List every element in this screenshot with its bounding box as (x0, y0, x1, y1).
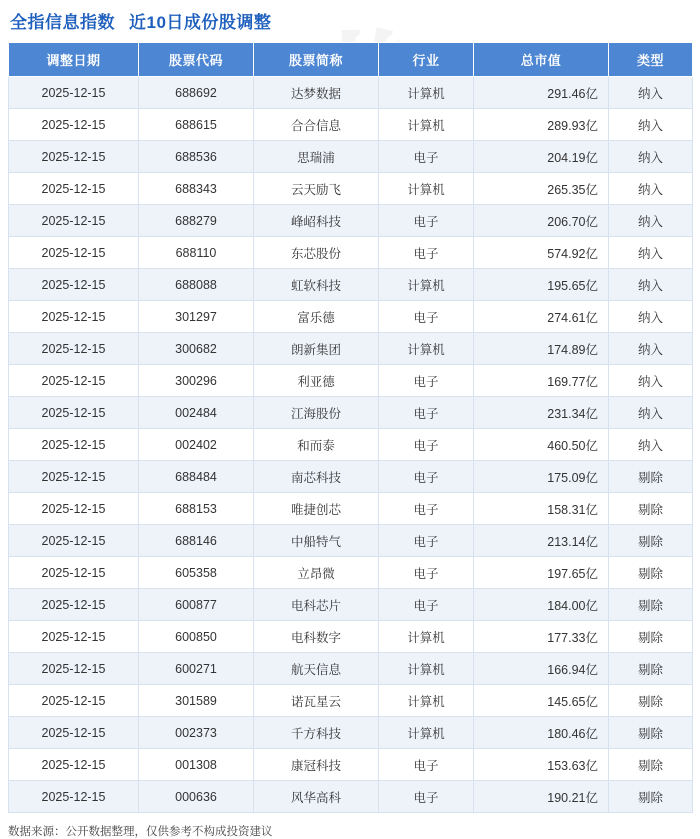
cell-code: 688536 (139, 141, 254, 173)
cell-industry: 电子 (379, 205, 474, 237)
cell-marketcap: 180.46亿 (474, 717, 609, 749)
cell-date: 2025-12-15 (9, 205, 139, 237)
page-title (0, 0, 700, 42)
table-row (9, 365, 693, 397)
cell-marketcap: 231.34亿 (474, 397, 609, 429)
cell-code: 688153 (139, 493, 254, 525)
cell-date: 2025-12-15 (9, 141, 139, 173)
cell-marketcap: 291.46亿 (474, 77, 609, 109)
cell-date: 2025-12-15 (9, 493, 139, 525)
cell-date: 2025-12-15 (9, 557, 139, 589)
cell-date: 2025-12-15 (9, 429, 139, 461)
cell-date: 2025-12-15 (9, 397, 139, 429)
table-row (9, 685, 693, 717)
cell-name: 千方科技 (254, 717, 379, 749)
cell-name: 利亚德 (254, 365, 379, 397)
cell-industry: 电子 (379, 781, 474, 813)
cell-industry: 计算机 (379, 333, 474, 365)
cell-type: 剔除 (609, 461, 693, 493)
cell-code: 605358 (139, 557, 254, 589)
cell-name: 航天信息 (254, 653, 379, 685)
cell-industry: 电子 (379, 429, 474, 461)
table-row (9, 429, 693, 461)
cell-marketcap: 175.09亿 (474, 461, 609, 493)
cell-industry: 电子 (379, 461, 474, 493)
cell-type: 纳入 (609, 365, 693, 397)
cell-name: 峰岹科技 (254, 205, 379, 237)
table-row (9, 493, 693, 525)
cell-name: 合合信息 (254, 109, 379, 141)
cell-type: 剔除 (609, 621, 693, 653)
cell-type: 纳入 (609, 141, 693, 173)
cell-name: 康冠科技 (254, 749, 379, 781)
cell-industry: 电子 (379, 397, 474, 429)
cell-marketcap: 153.63亿 (474, 749, 609, 781)
table-body (9, 77, 693, 813)
index-name: 全指信息指数 (10, 13, 115, 32)
cell-type: 剔除 (609, 749, 693, 781)
cell-marketcap: 195.65亿 (474, 269, 609, 301)
cell-date: 2025-12-15 (9, 589, 139, 621)
cell-date: 2025-12-15 (9, 333, 139, 365)
cell-type: 纳入 (609, 397, 693, 429)
cell-marketcap: 177.33亿 (474, 621, 609, 653)
cell-type: 剔除 (609, 557, 693, 589)
cell-industry: 电子 (379, 237, 474, 269)
cell-industry: 计算机 (379, 621, 474, 653)
column-header-date: 调整日期 (9, 43, 139, 77)
cell-code: 002484 (139, 397, 254, 429)
cell-code: 600271 (139, 653, 254, 685)
column-header-type: 类型 (609, 43, 693, 77)
cell-date: 2025-12-15 (9, 365, 139, 397)
table-row (9, 621, 693, 653)
cell-type: 纳入 (609, 269, 693, 301)
cell-industry: 计算机 (379, 653, 474, 685)
cell-date: 2025-12-15 (9, 269, 139, 301)
cell-date: 2025-12-15 (9, 109, 139, 141)
cell-name: 朗新集团 (254, 333, 379, 365)
cell-name: 立昂微 (254, 557, 379, 589)
cell-marketcap: 289.93亿 (474, 109, 609, 141)
cell-type: 纳入 (609, 429, 693, 461)
cell-date: 2025-12-15 (9, 237, 139, 269)
cell-code: 688615 (139, 109, 254, 141)
cell-code: 688088 (139, 269, 254, 301)
cell-name: 江海股份 (254, 397, 379, 429)
cell-name: 风华高科 (254, 781, 379, 813)
table-row (9, 461, 693, 493)
cell-marketcap: 197.65亿 (474, 557, 609, 589)
cell-name: 唯捷创芯 (254, 493, 379, 525)
cell-marketcap: 274.61亿 (474, 301, 609, 333)
cell-code: 301297 (139, 301, 254, 333)
cell-code: 600877 (139, 589, 254, 621)
cell-type: 纳入 (609, 301, 693, 333)
cell-industry: 计算机 (379, 717, 474, 749)
cell-type: 剔除 (609, 589, 693, 621)
cell-marketcap: 204.19亿 (474, 141, 609, 173)
cell-name: 东芯股份 (254, 237, 379, 269)
cell-code: 688110 (139, 237, 254, 269)
cell-industry: 电子 (379, 493, 474, 525)
cell-code: 688692 (139, 77, 254, 109)
cell-marketcap: 190.21亿 (474, 781, 609, 813)
cell-type: 剔除 (609, 493, 693, 525)
index-subtitle: 近10日成份股调整 (129, 13, 272, 32)
cell-name: 达梦数据 (254, 77, 379, 109)
cell-marketcap: 158.31亿 (474, 493, 609, 525)
cell-code: 002402 (139, 429, 254, 461)
cell-name: 思瑞浦 (254, 141, 379, 173)
cell-industry: 电子 (379, 141, 474, 173)
cell-industry: 计算机 (379, 109, 474, 141)
cell-code: 688343 (139, 173, 254, 205)
cell-marketcap: 184.00亿 (474, 589, 609, 621)
table-header-row (9, 43, 693, 77)
cell-type: 剔除 (609, 781, 693, 813)
cell-date: 2025-12-15 (9, 173, 139, 205)
column-header-code: 股票代码 (139, 43, 254, 77)
column-header-marketcap: 总市值 (474, 43, 609, 77)
cell-type: 纳入 (609, 333, 693, 365)
table-row (9, 749, 693, 781)
cell-industry: 计算机 (379, 173, 474, 205)
cell-code: 000636 (139, 781, 254, 813)
cell-type: 纳入 (609, 237, 693, 269)
cell-date: 2025-12-15 (9, 621, 139, 653)
table-row (9, 109, 693, 141)
cell-marketcap: 166.94亿 (474, 653, 609, 685)
cell-date: 2025-12-15 (9, 461, 139, 493)
cell-date: 2025-12-15 (9, 781, 139, 813)
cell-name: 电科芯片 (254, 589, 379, 621)
cell-marketcap: 460.50亿 (474, 429, 609, 461)
cell-industry: 电子 (379, 557, 474, 589)
cell-marketcap: 206.70亿 (474, 205, 609, 237)
cell-type: 剔除 (609, 653, 693, 685)
table-row (9, 301, 693, 333)
cell-industry: 计算机 (379, 269, 474, 301)
cell-name: 富乐德 (254, 301, 379, 333)
cell-type: 纳入 (609, 205, 693, 237)
cell-type: 剔除 (609, 717, 693, 749)
cell-type: 剔除 (609, 685, 693, 717)
table-row (9, 717, 693, 749)
cell-type: 剔除 (609, 525, 693, 557)
table-row (9, 781, 693, 813)
cell-industry: 电子 (379, 301, 474, 333)
cell-type: 纳入 (609, 109, 693, 141)
cell-marketcap: 213.14亿 (474, 525, 609, 557)
adjustment-table (8, 42, 693, 813)
cell-date: 2025-12-15 (9, 749, 139, 781)
cell-code: 688484 (139, 461, 254, 493)
cell-date: 2025-12-15 (9, 525, 139, 557)
cell-code: 600850 (139, 621, 254, 653)
table-row (9, 237, 693, 269)
cell-date: 2025-12-15 (9, 301, 139, 333)
cell-code: 300682 (139, 333, 254, 365)
cell-code: 300296 (139, 365, 254, 397)
column-header-industry: 行业 (379, 43, 474, 77)
cell-name: 电科数字 (254, 621, 379, 653)
cell-date: 2025-12-15 (9, 653, 139, 685)
table-row (9, 653, 693, 685)
cell-code: 301589 (139, 685, 254, 717)
cell-name: 虹软科技 (254, 269, 379, 301)
cell-industry: 计算机 (379, 77, 474, 109)
cell-date: 2025-12-15 (9, 685, 139, 717)
cell-industry: 电子 (379, 749, 474, 781)
cell-code: 688279 (139, 205, 254, 237)
cell-marketcap: 265.35亿 (474, 173, 609, 205)
data-source-note: 数据来源：公开数据整理，仅供参考不构成投资建议 (8, 826, 273, 838)
table-row (9, 269, 693, 301)
cell-name: 和而泰 (254, 429, 379, 461)
cell-industry: 电子 (379, 589, 474, 621)
cell-code: 001308 (139, 749, 254, 781)
table-row (9, 589, 693, 621)
cell-type: 纳入 (609, 173, 693, 205)
cell-industry: 计算机 (379, 685, 474, 717)
cell-industry: 电子 (379, 365, 474, 397)
cell-name: 云天励飞 (254, 173, 379, 205)
table-row (9, 397, 693, 429)
cell-industry: 电子 (379, 525, 474, 557)
cell-marketcap: 145.65亿 (474, 685, 609, 717)
table-row (9, 173, 693, 205)
table-row (9, 205, 693, 237)
table-row (9, 77, 693, 109)
cell-date: 2025-12-15 (9, 717, 139, 749)
table-row (9, 333, 693, 365)
cell-date: 2025-12-15 (9, 77, 139, 109)
cell-name: 南芯科技 (254, 461, 379, 493)
table-row (9, 525, 693, 557)
table-row (9, 141, 693, 173)
cell-marketcap: 574.92亿 (474, 237, 609, 269)
cell-name: 中船特气 (254, 525, 379, 557)
cell-marketcap: 169.77亿 (474, 365, 609, 397)
table-row (9, 557, 693, 589)
cell-code: 688146 (139, 525, 254, 557)
cell-type: 纳入 (609, 77, 693, 109)
cell-name: 诺瓦星云 (254, 685, 379, 717)
cell-code: 002373 (139, 717, 254, 749)
column-header-name: 股票简称 (254, 43, 379, 77)
cell-marketcap: 174.89亿 (474, 333, 609, 365)
